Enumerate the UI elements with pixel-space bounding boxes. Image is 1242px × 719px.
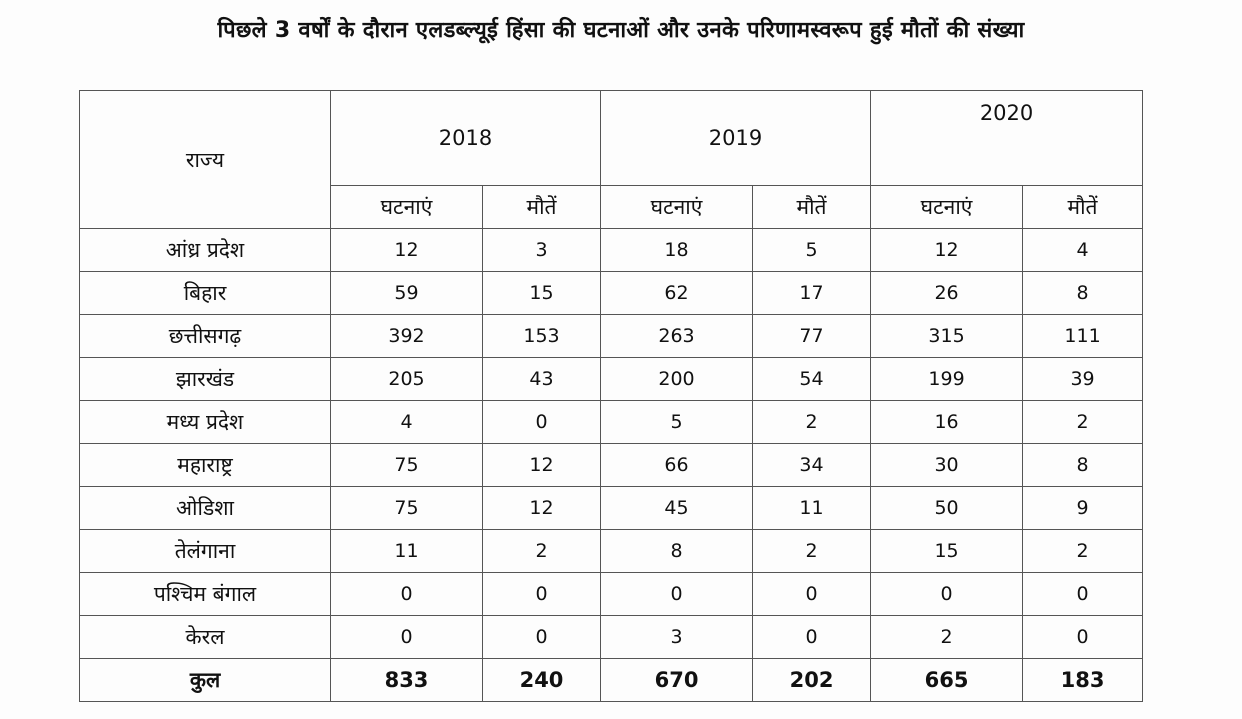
table-row	[80, 530, 1143, 573]
incidents-cell: 0	[871, 573, 1023, 616]
total-deaths-cell: 240	[483, 659, 601, 702]
lwe-violence-table	[79, 90, 1143, 702]
incidents-cell: 59	[331, 272, 483, 315]
table-row	[80, 229, 1143, 272]
deaths-cell: 3	[483, 229, 601, 272]
incidents-cell: 199	[871, 358, 1023, 401]
state-name-cell: बिहार	[80, 272, 331, 315]
incidents-cell: 75	[331, 444, 483, 487]
incidents-cell: 15	[871, 530, 1023, 573]
incidents-cell: 16	[871, 401, 1023, 444]
incidents-cell: 3	[601, 616, 753, 659]
deaths-cell: 17	[753, 272, 871, 315]
page-title: पिछले 3 वर्षों के दौरान एलडब्ल्यूई हिंसा की घटनाओं और उनके परिणामस्वरूप हुई मौतों की संख्या	[217, 18, 1025, 43]
deaths-cell: 15	[483, 272, 601, 315]
incidents-cell: 11	[331, 530, 483, 573]
incidents-cell: 18	[601, 229, 753, 272]
state-name-cell: छत्तीसगढ़	[80, 315, 331, 358]
deaths-cell: 0	[753, 616, 871, 659]
total-incidents-cell: 665	[871, 659, 1023, 702]
deaths-cell: 0	[1023, 616, 1143, 659]
state-name-cell: महाराष्ट्र	[80, 444, 331, 487]
table-row	[80, 487, 1143, 530]
deaths-cell: 77	[753, 315, 871, 358]
deaths-cell: 2	[1023, 401, 1143, 444]
deaths-cell: 9	[1023, 487, 1143, 530]
table-row	[80, 272, 1143, 315]
deaths-cell: 0	[483, 401, 601, 444]
state-name-cell: ओडिशा	[80, 487, 331, 530]
state-column-header: राज्य	[80, 91, 331, 229]
deaths-cell: 39	[1023, 358, 1143, 401]
incidents-cell: 315	[871, 315, 1023, 358]
deaths-cell: 12	[483, 444, 601, 487]
year-header-2019: 2019	[601, 91, 871, 186]
table-row	[80, 444, 1143, 487]
deaths-cell: 0	[483, 573, 601, 616]
year-header-2018: 2018	[331, 91, 601, 186]
total-row	[80, 659, 1143, 702]
incidents-cell: 2	[871, 616, 1023, 659]
deaths-cell: 2	[753, 401, 871, 444]
incidents-cell: 8	[601, 530, 753, 573]
deaths-cell: 0	[483, 616, 601, 659]
incidents-header: घटनाएं	[601, 186, 753, 229]
deaths-cell: 11	[753, 487, 871, 530]
state-name-cell: आंध्र प्रदेश	[80, 229, 331, 272]
deaths-cell: 153	[483, 315, 601, 358]
table-row	[80, 616, 1143, 659]
incidents-header: घटनाएं	[871, 186, 1023, 229]
deaths-cell: 43	[483, 358, 601, 401]
incidents-cell: 26	[871, 272, 1023, 315]
year-header-2020: 2020	[871, 91, 1143, 186]
total-incidents-cell: 670	[601, 659, 753, 702]
deaths-cell: 111	[1023, 315, 1143, 358]
incidents-cell: 30	[871, 444, 1023, 487]
state-name-cell: मध्य प्रदेश	[80, 401, 331, 444]
incidents-cell: 0	[331, 573, 483, 616]
deaths-cell: 8	[1023, 444, 1143, 487]
incidents-cell: 200	[601, 358, 753, 401]
total-incidents-cell: 833	[331, 659, 483, 702]
incidents-cell: 0	[331, 616, 483, 659]
incidents-cell: 75	[331, 487, 483, 530]
deaths-header: मौतें	[483, 186, 601, 229]
incidents-cell: 62	[601, 272, 753, 315]
incidents-cell: 66	[601, 444, 753, 487]
deaths-cell: 12	[483, 487, 601, 530]
deaths-cell: 2	[1023, 530, 1143, 573]
table-row	[80, 401, 1143, 444]
total-deaths-cell: 183	[1023, 659, 1143, 702]
state-name-cell: पश्चिम बंगाल	[80, 573, 331, 616]
table-row	[80, 358, 1143, 401]
deaths-cell: 0	[1023, 573, 1143, 616]
incidents-cell: 5	[601, 401, 753, 444]
state-name-cell: तेलंगाना	[80, 530, 331, 573]
state-name-cell: केरल	[80, 616, 331, 659]
deaths-cell: 34	[753, 444, 871, 487]
deaths-cell: 5	[753, 229, 871, 272]
deaths-header: मौतें	[1023, 186, 1143, 229]
incidents-cell: 4	[331, 401, 483, 444]
incidents-cell: 0	[601, 573, 753, 616]
deaths-cell: 2	[753, 530, 871, 573]
state-name-cell: झारखंड	[80, 358, 331, 401]
table-row	[80, 573, 1143, 616]
deaths-cell: 8	[1023, 272, 1143, 315]
incidents-cell: 12	[871, 229, 1023, 272]
table-row	[80, 315, 1143, 358]
deaths-header: मौतें	[753, 186, 871, 229]
incidents-cell: 263	[601, 315, 753, 358]
incidents-cell: 392	[331, 315, 483, 358]
deaths-cell: 54	[753, 358, 871, 401]
total-deaths-cell: 202	[753, 659, 871, 702]
incidents-cell: 205	[331, 358, 483, 401]
deaths-cell: 4	[1023, 229, 1143, 272]
incidents-cell: 45	[601, 487, 753, 530]
deaths-cell: 0	[753, 573, 871, 616]
deaths-cell: 2	[483, 530, 601, 573]
incidents-cell: 50	[871, 487, 1023, 530]
incidents-cell: 12	[331, 229, 483, 272]
incidents-header: घटनाएं	[331, 186, 483, 229]
total-label-cell: कुल	[80, 659, 331, 702]
